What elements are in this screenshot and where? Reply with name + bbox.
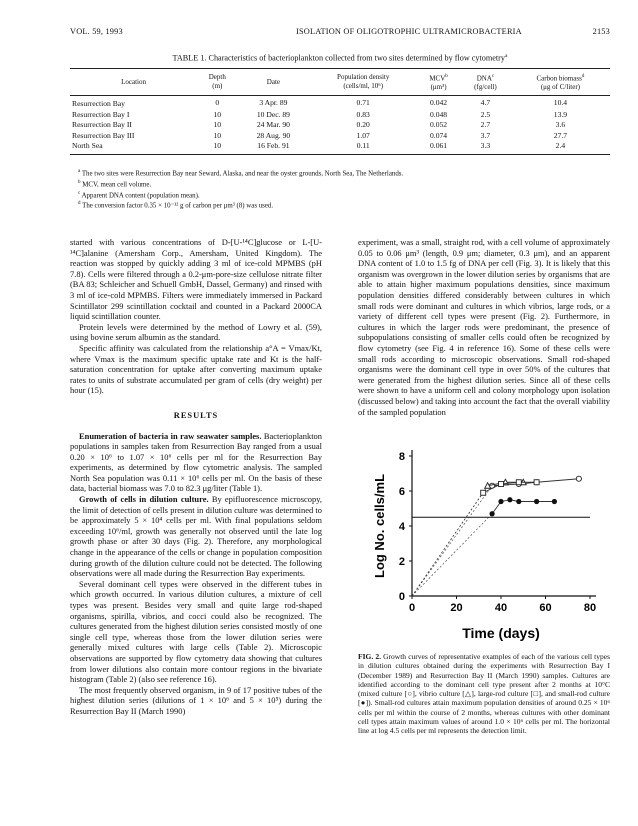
table-cell: Resurrection Bay III: [72, 130, 135, 140]
figure-2-chart: [368, 436, 612, 646]
paragraph: Specific affinity was calculated from the relationship a°A = Vmax/Kt, where Vmax is the maximum specific uptake rate and Kt is the half-saturation concentration for uptake after converting maximum uptake rates to units of substrate accumulated per gram of cells (dry weight) per hour (15).: [70, 342, 322, 396]
subheading: Growth of cells in dilution culture.: [79, 494, 209, 505]
data-point-large-rod: [499, 482, 504, 487]
table-cell: 10: [197, 141, 237, 154]
table-column-header: Date: [237, 69, 309, 96]
y-tick-label: 8: [398, 451, 405, 463]
volume-label: VOL. 59, 1993: [70, 27, 123, 36]
table-footnote: $^d$ The conversion factor 0.35 × 10⁻¹² g of carbon per μm³ (8) was used.: [78, 201, 274, 210]
table-column-header: Carbon biomass$^d$ (μg of C/liter): [511, 69, 610, 96]
x-tick-label: 20: [450, 602, 463, 614]
table-cell: 10: [213, 130, 222, 140]
table-cell: 0.71: [356, 97, 370, 107]
y-axis-label: Log No. cells/mL: [372, 473, 387, 579]
table-cell: 28 Aug. 90: [256, 130, 291, 140]
table-cell: 2.4: [511, 141, 610, 154]
page-number: 2153: [592, 27, 610, 36]
table-cell: 0.11: [309, 141, 417, 154]
data-point-small-rod: [534, 499, 539, 504]
data-point-large-rod: [534, 480, 539, 485]
table-column-header: Population density (cells/ml, 10⁶): [309, 69, 417, 96]
table-cell: 3.6: [555, 120, 566, 130]
table-cell: 27.7: [553, 130, 568, 140]
data-point-large-rod: [516, 480, 521, 485]
table-row: [70, 131, 610, 142]
table-cell: 0.042: [430, 97, 448, 107]
table-row: [70, 96, 610, 110]
y-tick-label: 0: [398, 591, 405, 603]
series-rise-line: [412, 486, 492, 596]
table-column-header: MCV$^b$ (μm³): [417, 69, 460, 96]
paragraph: The most frequently observed organism, in 9 of 17 positive tubes of the highest dilution series (dilutions of 1 × 10⁶ and 5 × 10⁵) during the Resurrection Bay II (March 1990): [70, 684, 322, 716]
table-cell: 0.83: [356, 109, 370, 119]
table-column-header: Depth (m): [197, 69, 237, 96]
x-tick-label: 60: [539, 602, 552, 614]
table-cell: 10.4: [553, 97, 568, 107]
table-cell: 0.061: [417, 141, 460, 154]
table-footnote: $^b$ MCV, mean cell volume.: [78, 179, 152, 189]
chart-marks: [412, 476, 581, 596]
section-heading-results: RESULTS: [173, 410, 219, 420]
series-rise-line: [412, 493, 483, 596]
table-cell: 4.7: [480, 97, 491, 107]
table-column-header: Location: [70, 69, 197, 96]
table-row: [70, 110, 610, 121]
right-column: [358, 237, 610, 417]
table-footnote: $^c$ Apparent DNA content (population mean).: [78, 190, 200, 199]
table-footnotes: [70, 168, 610, 211]
table-caption: TABLE 1. Characteristics of bacterioplankton collected from two sites determined by flow cytometry$^a$: [172, 53, 508, 63]
table-cell: 0.048: [430, 109, 448, 119]
data-point-small-rod: [516, 499, 521, 504]
table-cell: 1.07: [356, 130, 370, 140]
table-cell: North Sea: [70, 141, 197, 154]
paragraph: experiment, was a small, straight rod, with a cell volume of approximately 0.05 to 0.06 μm³ (length, 0.9 μm; diameter, 0.3 μm), and an apparent DNA content of 1.0 to 1.5 fg of DNA per cell (Fig. 3). It is likely that this organism was overgrown in the lower dilution series by organisms that are able to attain higher maximum populations densities, since maximum population densities differed considerably between cultures in which small rods were dominant and cultures in which vibrios, large rods, or a variety of different cell types were present (Fig. 2). Furthermore, in cultures in which the larger rods were predominant, the presence of subpopulations consisting of smaller cells could often be recognized by flow cytometry (see Fig. 4 in reference 16). Some of these cells were small rods according to microscopic observations. Small rod-shaped organisms were the dominant cell type in over 50% of the cultures that were generated from the highest dilution series. Since all of these cells were shown to have a uniform cell and colony morphology upon isolation (discussed below) and taking into account the fact that the overall viability of the sampled population: [358, 237, 610, 417]
data-point-large-rod: [481, 490, 486, 495]
figure-2-caption: FIG. 2. Growth curves of representative examples of each of the various cell types in dilution cultures obtained during the experiments with Resurrection Bay I (December 1989) and Resurrection Bay II (March 1990) samples. Cultures are identified according to the dominant cell type present after 2 months at 10°C (mixed culture [○], vibrio culture [△], large-rod culture [□], and small-rod culture [●]). Small-rod cultures attain maximum population densities of around 0.25 × 10⁶ cells per ml within the course of 2 months, whereas cultures with other dominant cell types attain maximum values of around 1.0 × 10⁶ cells per ml. The horizontal line at log 4.5 cells per ml represents the detection limit.: [358, 652, 611, 736]
chart-axes: [372, 450, 596, 641]
table-cell: 13.9: [553, 109, 568, 119]
table-header-row: [70, 69, 610, 96]
table-footnote: $^a$ The two sites were Resurrection Bay near Seward, Alaska, and near the oyster grounds, North Sea, The Netherlands.: [78, 169, 404, 178]
x-tick-label: 80: [583, 602, 597, 614]
data-point-small-rod: [552, 499, 557, 504]
table-cell: 2.7: [480, 120, 491, 130]
left-column: [70, 237, 322, 717]
table-cell: 10: [213, 109, 222, 119]
table-cell: 10 Dec. 89: [256, 109, 290, 119]
table-cell: 24 Mar. 90: [256, 120, 290, 130]
table-cell: 3.7: [480, 130, 491, 140]
data-point-small-rod: [490, 511, 495, 516]
table-cell: 0.074: [430, 130, 448, 140]
table-cell: 0: [215, 97, 220, 107]
table-cell: 0.20: [356, 120, 370, 130]
paragraph: Protein levels were determined by the method of Lowry et al. (59), using bovine serum albumin as the standard.: [70, 321, 322, 343]
y-tick-label: 6: [398, 486, 405, 498]
running-title: ISOLATION OF OLIGOTROPHIC ULTRAMICROBACTERIA: [296, 27, 522, 36]
table-cell: 3.3: [460, 141, 511, 154]
x-tick-label: 0: [408, 602, 416, 614]
x-tick-label: 40: [494, 602, 508, 614]
table-cell: 3 Apr. 89: [259, 97, 288, 107]
table-cell: 10: [213, 120, 222, 130]
y-tick-label: 2: [398, 556, 405, 568]
y-tick-label: 4: [398, 521, 405, 533]
paragraph: started with various concentrations of D-[U-¹⁴C]glucose or L-[U-¹⁴C]alanine (Amersham Corp., Amersham, United Kingdom). The reaction was stopped by quickly adding 3 ml of ice-cold MPMBS (pH 7.8). Cells were filtered through a 0.2-μm-pore-size cellulose nitrate filter (BA 83; Schleicher and Schuell GmbH, Dassel, Germany) and rinsed with 3 ml of ice-cold MPMBS. Filters were immediately immersed in Packard Scintillator 299 scintillation cocktail and counted in a Packard 2000CA liquid scintillation counter.: [70, 237, 322, 322]
table-cell: Resurrection Bay II: [72, 120, 132, 130]
data-point-mixed: [576, 476, 581, 481]
subheading: Enumeration of bacteria in raw seawater samples.: [79, 430, 262, 441]
table-cell: 16 Feb. 91: [237, 141, 309, 154]
table-cell: 2.5: [480, 109, 491, 119]
table-row: [70, 120, 610, 131]
x-axis-label: Time (days): [462, 625, 540, 641]
data-point-small-rod: [498, 499, 503, 504]
paragraph: Enumeration of bacteria in raw seawater samples. Bacterioplankton populations in samples taken from Resurrection Bay ranged from a usual 0.20 × 10⁶ to 1.07 × 10⁶ cells per ml for the Resurrection Bay experiments, as determined by flow cytometric analysis. The sampled North Sea population was 0.11 × 10⁶ cells per ml. On the basis of these data, bacterial biomass was 7.0 to 82.3 μg/liter (Table 1).: [70, 430, 322, 494]
table-cell: Resurrection Bay: [72, 99, 125, 109]
paragraph: Several dominant cell types were observed in the different tubes in which growth occurred. In various dilution cultures, a mixture of cell types was present. Besides very small and quite large rod-shaped organisms, spirilla, vibrios, and cocci could also be recognized. The cultures generated from the highest dilution series consisted mostly of one single cell type, whereas those from the lower dilution series were generally mixed cultures with large cells (Table 2). Microscopic observations are supported by flow cytometry data showing that cultures from lower dilutions also contain more contour regions in the bivariate histogram (Table 2) (also see reference 16).: [70, 578, 322, 685]
table-1: [70, 68, 610, 155]
table-column-header: DNA$^c$ (fg/cell): [460, 69, 511, 96]
series-rise-line: [412, 514, 492, 596]
table-cell: 0.052: [430, 120, 448, 130]
table-cell: Resurrection Bay I: [72, 109, 130, 119]
paragraph: Growth of cells in dilution culture. By epifluorescence microscopy, the limit of detection of cells present in dilution culture was determined to be approximately 5 × 10⁴ cells per ml. With final populations seldom exceeding 10⁶/ml, growth was generally not observed until the late log growth phase or after 30 days (Fig. 2). Therefore, any morphological change in the appearance of the cells or change in population composition during growth of the dilution culture could not be detected. The following observations were all made during the Resurrection Bay experiments.: [70, 494, 322, 579]
data-point-small-rod: [507, 497, 512, 502]
table-row: [70, 141, 610, 154]
